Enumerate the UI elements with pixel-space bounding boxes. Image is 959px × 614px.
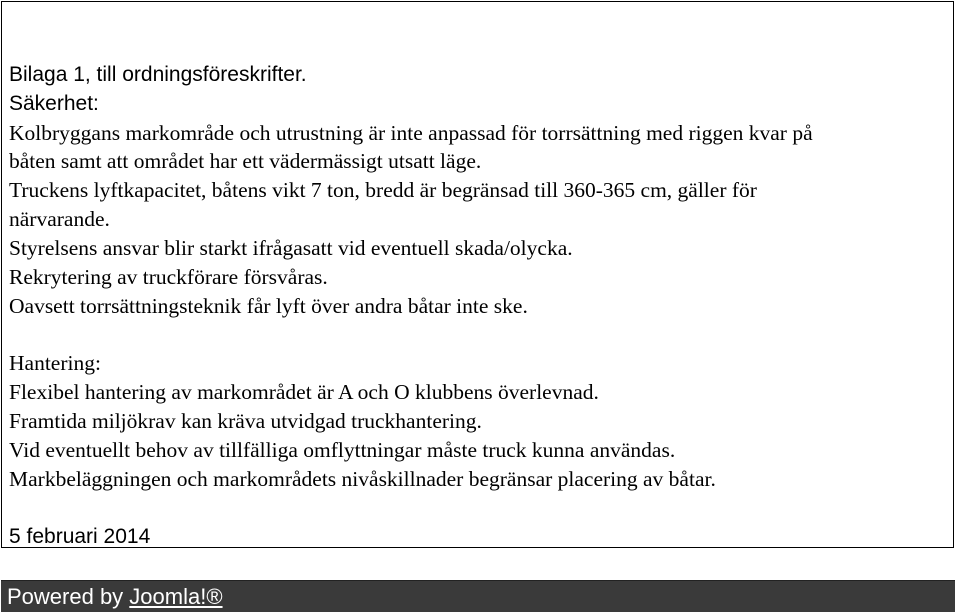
text-line: båten samt att området har ett vädermässigt utsatt läge. xyxy=(9,149,482,173)
document-content xyxy=(1,1,954,548)
text-line: Flexibel hantering av markområdet är A och O klubbens överlevnad. xyxy=(9,380,599,404)
section-heading-sakerhet: Säkerhet: xyxy=(9,92,99,115)
text-line: Truckens lyftkapacitet, båtens vikt 7 ton, bredd är begränsad till 360-365 cm, gäller för xyxy=(9,178,757,202)
text-line: Rekrytering av truckförare försvåras. xyxy=(9,265,328,289)
footer-credit xyxy=(7,584,223,610)
text-line: Styrelsens ansvar blir starkt ifrågasatt vid eventuell skada/olycka. xyxy=(9,236,573,260)
footer-prefix: Powered by xyxy=(7,584,130,609)
text-line: Vid eventuellt behov av tillfälliga omflyttningar måste truck kunna användas. xyxy=(9,438,676,462)
section-heading-hantering: Hantering: xyxy=(9,351,101,375)
text-line: Oavsett torrsättningsteknik får lyft över andra båtar inte ske. xyxy=(9,294,528,318)
joomla-link[interactable]: Joomla!® xyxy=(129,584,223,609)
text-line: Markbeläggningen och markområdets nivåskillnader begränsar placering av båtar. xyxy=(9,467,716,491)
document-date: 5 februari 2014 xyxy=(9,525,151,548)
document-heading: Bilaga 1, till ordningsföreskrifter. xyxy=(9,63,307,86)
footer-bar xyxy=(1,580,955,612)
text-line: närvarande. xyxy=(9,207,110,231)
text-line: Kolbryggans markområde och utrustning är inte anpassad för torrsättning med riggen kvar på xyxy=(9,121,813,145)
text-line: Framtida miljökrav kan kräva utvidgad truckhantering. xyxy=(9,409,482,433)
